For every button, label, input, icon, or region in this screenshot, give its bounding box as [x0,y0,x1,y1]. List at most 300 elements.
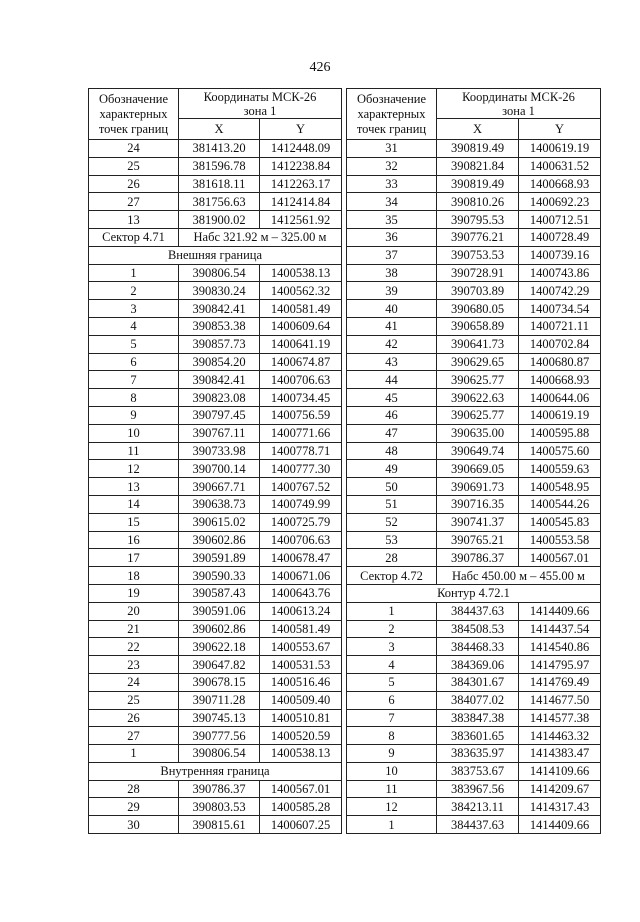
x-coordinate-cell: 390810.26 [437,193,519,211]
point-number-cell: 11 [347,780,437,798]
header-point-label [89,89,179,140]
table-row [347,478,601,496]
x-coordinate-cell: 390590.33 [179,567,260,585]
y-coordinate-cell: 1400771.66 [260,424,342,442]
y-coordinate-cell: 1400767.52 [260,478,342,496]
table-row [89,495,342,513]
point-number-cell: 42 [347,335,437,353]
x-coordinate-cell: 390842.41 [179,300,260,318]
point-number-cell: 44 [347,371,437,389]
x-coordinate-cell: 381900.02 [179,211,260,229]
y-coordinate-cell: 1414317.43 [519,798,601,816]
point-number-cell: 40 [347,300,437,318]
point-number-cell: 17 [89,549,179,567]
point-number-cell: 27 [89,727,179,745]
y-coordinate-cell: 1400680.87 [519,353,601,371]
table-row [89,727,342,745]
y-coordinate-cell: 1400643.76 [260,584,342,602]
x-coordinate-cell: 390767.11 [179,424,260,442]
table-row [89,602,342,620]
y-coordinate-cell: 1400516.46 [260,673,342,691]
point-number-cell: 27 [89,193,179,211]
point-number-cell: 29 [89,798,179,816]
y-coordinate-cell: 1400778.71 [260,442,342,460]
y-coordinate-cell: 1400567.01 [519,549,601,567]
x-coordinate-cell: 390854.20 [179,353,260,371]
header-y: Y [260,119,342,140]
table-row [89,193,342,211]
point-number-cell: 23 [89,656,179,674]
table-row [89,709,342,727]
point-number-cell: 13 [89,478,179,496]
point-number-cell: 6 [347,691,437,709]
y-coordinate-cell: 1414383.47 [519,745,601,763]
x-coordinate-cell: 390669.05 [437,460,519,478]
x-coordinate-cell: 390777.56 [179,727,260,745]
point-number-cell: 1 [347,602,437,620]
header-y: Y [519,119,601,140]
x-coordinate-cell: 390703.89 [437,282,519,300]
y-coordinate-cell: 1400575.60 [519,442,601,460]
table-row [89,656,342,674]
point-number-cell: 21 [89,620,179,638]
y-coordinate-cell: 1400520.59 [260,727,342,745]
table-row [347,211,601,229]
x-coordinate-cell: 390823.08 [179,389,260,407]
x-coordinate-cell: 390658.89 [437,317,519,335]
y-coordinate-cell: 1400678.47 [260,549,342,567]
point-number-cell: 43 [347,353,437,371]
section-heading-row [347,584,601,602]
x-coordinate-cell: 383967.56 [437,780,519,798]
x-coordinate-cell: 390753.53 [437,246,519,264]
x-coordinate-cell: 383601.65 [437,727,519,745]
x-coordinate-cell: 390622.18 [179,638,260,656]
y-coordinate-cell: 1400742.29 [519,282,601,300]
y-coordinate-cell: 1400538.13 [260,745,342,763]
table-row [347,762,601,780]
x-coordinate-cell: 390635.00 [437,424,519,442]
point-number-cell: 26 [89,175,179,193]
point-number-cell: 28 [347,549,437,567]
table-row [347,691,601,709]
section-heading-row [89,246,342,264]
point-number-cell: 52 [347,513,437,531]
x-coordinate-cell: 383753.67 [437,762,519,780]
x-coordinate-cell: 390745.13 [179,709,260,727]
sector-height-cell: Набс 450.00 м – 455.00 м [437,567,601,585]
point-number-cell: 25 [89,157,179,175]
point-number-cell: 9 [89,406,179,424]
table-row [89,353,342,371]
table-body-left [89,140,342,834]
header-group-line: Координаты МСК-26 [462,90,575,104]
y-coordinate-cell: 1400531.53 [260,656,342,674]
y-coordinate-cell: 1400562.32 [260,282,342,300]
point-number-cell: 1 [347,816,437,834]
table-row [347,442,601,460]
x-coordinate-cell: 390622.63 [437,389,519,407]
y-coordinate-cell: 1400728.49 [519,228,601,246]
table-row [89,673,342,691]
table-row [89,638,342,656]
y-coordinate-cell: 1400777.30 [260,460,342,478]
point-number-cell: 37 [347,246,437,264]
point-number-cell: 3 [347,638,437,656]
table-row [89,335,342,353]
x-coordinate-cell: 390587.43 [179,584,260,602]
table-row [347,513,601,531]
point-number-cell: 39 [347,282,437,300]
y-coordinate-cell: 1412448.09 [260,140,342,158]
table-row [89,798,342,816]
y-coordinate-cell: 1400585.28 [260,798,342,816]
point-number-cell: 46 [347,406,437,424]
table-row [347,353,601,371]
table-row [347,282,601,300]
table-row [89,264,342,282]
table-row [89,282,342,300]
x-coordinate-cell: 390830.24 [179,282,260,300]
y-coordinate-cell: 1414409.66 [519,602,601,620]
point-number-cell: 9 [347,745,437,763]
table-row [347,816,601,834]
y-coordinate-cell: 1400644.06 [519,389,601,407]
x-coordinate-cell: 383847.38 [437,709,519,727]
x-coordinate-cell: 390625.77 [437,406,519,424]
table-row [89,584,342,602]
point-number-cell: 45 [347,389,437,407]
table-row [347,656,601,674]
header-x: X [179,119,260,140]
table-row [347,745,601,763]
y-coordinate-cell: 1400631.52 [519,157,601,175]
table-row [89,389,342,407]
point-number-cell: 22 [89,638,179,656]
x-coordinate-cell: 390803.53 [179,798,260,816]
point-number-cell: 16 [89,531,179,549]
section-heading-cell: Внешняя граница [89,246,342,264]
x-coordinate-cell: 390821.84 [437,157,519,175]
point-number-cell: 51 [347,495,437,513]
y-coordinate-cell: 1400692.23 [519,193,601,211]
x-coordinate-cell: 390591.06 [179,602,260,620]
x-coordinate-cell: 390815.61 [179,816,260,834]
x-coordinate-cell: 390638.73 [179,495,260,513]
point-number-cell: 34 [347,193,437,211]
header-label-line: Обозначение [356,91,427,106]
table-row [89,406,342,424]
point-number-cell: 8 [89,389,179,407]
x-coordinate-cell: 384468.33 [437,638,519,656]
y-coordinate-cell: 1400756.59 [260,406,342,424]
x-coordinate-cell: 390615.02 [179,513,260,531]
table-row [347,549,601,567]
header-group-line: зона 1 [243,104,277,118]
x-coordinate-cell: 390641.73 [437,335,519,353]
table-row [89,157,342,175]
table-row [347,228,601,246]
x-coordinate-cell: 390716.35 [437,495,519,513]
point-number-cell: 5 [89,335,179,353]
x-coordinate-cell: 390857.73 [179,335,260,353]
point-number-cell: 3 [89,300,179,318]
point-number-cell: 12 [89,460,179,478]
y-coordinate-cell: 1414540.86 [519,638,601,656]
y-coordinate-cell: 1400553.58 [519,531,601,549]
point-number-cell: 49 [347,460,437,478]
y-coordinate-cell: 1400619.19 [519,140,601,158]
table-row [89,531,342,549]
point-number-cell: 5 [347,673,437,691]
y-coordinate-cell: 1400671.06 [260,567,342,585]
point-number-cell: 6 [89,353,179,371]
x-coordinate-cell: 390765.21 [437,531,519,549]
y-coordinate-cell: 1400538.13 [260,264,342,282]
y-coordinate-cell: 1400609.64 [260,317,342,335]
y-coordinate-cell: 1400553.67 [260,638,342,656]
point-number-cell: 38 [347,264,437,282]
sector-row [89,228,342,246]
header-label-line: характерных [99,106,168,121]
table-row [347,264,601,282]
x-coordinate-cell: 390625.77 [437,371,519,389]
point-number-cell: 47 [347,424,437,442]
point-number-cell: 2 [89,282,179,300]
point-number-cell: 25 [89,691,179,709]
x-coordinate-cell: 390797.45 [179,406,260,424]
point-number-cell: 8 [347,727,437,745]
point-number-cell: 33 [347,175,437,193]
header-label-line: характерных [357,106,426,121]
table-row [347,389,601,407]
point-number-cell: 12 [347,798,437,816]
y-coordinate-cell: 1412414.84 [260,193,342,211]
point-number-cell: 7 [89,371,179,389]
x-coordinate-cell: 390741.37 [437,513,519,531]
point-number-cell: 24 [89,140,179,158]
x-coordinate-cell: 390728.91 [437,264,519,282]
table-row [89,745,342,763]
header-point-label [347,89,437,140]
x-coordinate-cell: 390842.41 [179,371,260,389]
y-coordinate-cell: 1400712.51 [519,211,601,229]
y-coordinate-cell: 1400734.45 [260,389,342,407]
x-coordinate-cell: 390711.28 [179,691,260,709]
point-number-cell: 10 [89,424,179,442]
y-coordinate-cell: 1414109.66 [519,762,601,780]
point-number-cell: 7 [347,709,437,727]
x-coordinate-cell: 384437.63 [437,602,519,620]
table-row [347,193,601,211]
y-coordinate-cell: 1400509.40 [260,691,342,709]
x-coordinate-cell: 381618.11 [179,175,260,193]
x-coordinate-cell: 390786.37 [437,549,519,567]
table-row [89,460,342,478]
y-coordinate-cell: 1400725.79 [260,513,342,531]
x-coordinate-cell: 381756.63 [179,193,260,211]
y-coordinate-cell: 1400706.63 [260,531,342,549]
sector-label-cell: Сектор 4.72 [347,567,437,585]
y-coordinate-cell: 1400706.63 [260,371,342,389]
x-coordinate-cell: 390806.54 [179,264,260,282]
table-row [89,300,342,318]
sector-label-cell: Сектор 4.71 [89,228,179,246]
y-coordinate-cell: 1400674.87 [260,353,342,371]
y-coordinate-cell: 1400619.19 [519,406,601,424]
coordinates-table-right [346,88,601,834]
point-number-cell: 48 [347,442,437,460]
table-row [347,798,601,816]
table-row [347,157,601,175]
page-number: 426 [309,60,331,75]
table-row [89,567,342,585]
x-coordinate-cell: 390819.49 [437,175,519,193]
table-row [89,317,342,335]
x-coordinate-cell: 390678.15 [179,673,260,691]
table-body-right [347,140,601,834]
table-row [89,442,342,460]
point-number-cell: 36 [347,228,437,246]
point-number-cell: 20 [89,602,179,620]
point-number-cell: 10 [347,762,437,780]
point-number-cell: 13 [89,211,179,229]
x-coordinate-cell: 390776.21 [437,228,519,246]
header-coordinate-system [179,89,342,119]
y-coordinate-cell: 1414463.32 [519,727,601,745]
y-coordinate-cell: 1400581.49 [260,620,342,638]
y-coordinate-cell: 1414795.97 [519,656,601,674]
section-heading-cell: Контур 4.72.1 [347,584,601,602]
point-number-cell: 14 [89,495,179,513]
y-coordinate-cell: 1400607.25 [260,816,342,834]
table-row [347,246,601,264]
x-coordinate-cell: 383635.97 [437,745,519,763]
header-group-line: зона 1 [502,104,535,118]
table-row [89,211,342,229]
table-row [347,317,601,335]
point-number-cell: 26 [89,709,179,727]
x-coordinate-cell: 390647.82 [179,656,260,674]
table-row [89,175,342,193]
y-coordinate-cell: 1400734.54 [519,300,601,318]
x-coordinate-cell: 381596.78 [179,157,260,175]
table-row [347,335,601,353]
y-coordinate-cell: 1400510.81 [260,709,342,727]
y-coordinate-cell: 1414769.49 [519,673,601,691]
point-number-cell: 53 [347,531,437,549]
y-coordinate-cell: 1400749.99 [260,495,342,513]
y-coordinate-cell: 1400581.49 [260,300,342,318]
point-number-cell: 18 [89,567,179,585]
y-coordinate-cell: 1400567.01 [260,780,342,798]
point-number-cell: 41 [347,317,437,335]
x-coordinate-cell: 390786.37 [179,780,260,798]
point-number-cell: 19 [89,584,179,602]
point-number-cell: 28 [89,780,179,798]
x-coordinate-cell: 390795.53 [437,211,519,229]
point-number-cell: 11 [89,442,179,460]
point-number-cell: 1 [89,745,179,763]
y-coordinate-cell: 1414409.66 [519,816,601,834]
y-coordinate-cell: 1400545.83 [519,513,601,531]
table-row [347,531,601,549]
point-number-cell: 31 [347,140,437,158]
header-x: X [437,119,519,140]
x-coordinate-cell: 384508.53 [437,620,519,638]
table-row [347,406,601,424]
point-number-cell: 35 [347,211,437,229]
y-coordinate-cell: 1400544.26 [519,495,601,513]
table-row [347,620,601,638]
y-coordinate-cell: 1414209.67 [519,780,601,798]
table-row [89,371,342,389]
table-row [89,620,342,638]
x-coordinate-cell: 390649.74 [437,442,519,460]
table-row [347,495,601,513]
point-number-cell: 30 [89,816,179,834]
x-coordinate-cell: 390591.89 [179,549,260,567]
header-label-line: точек границ [356,121,427,136]
header-label-line: Обозначение [98,91,169,106]
table-row [347,673,601,691]
x-coordinate-cell: 390819.49 [437,140,519,158]
point-number-cell: 15 [89,513,179,531]
x-coordinate-cell: 390691.73 [437,478,519,496]
y-coordinate-cell: 1400668.93 [519,175,601,193]
y-coordinate-cell: 1412238.84 [260,157,342,175]
x-coordinate-cell: 390667.71 [179,478,260,496]
sector-row [347,567,601,585]
table-row [347,140,601,158]
section-heading-row [89,762,342,780]
header-group-line: Координаты МСК-26 [203,90,317,104]
table-row [347,638,601,656]
x-coordinate-cell: 390806.54 [179,745,260,763]
table-row [347,424,601,442]
sector-height-cell: Набс 321.92 м – 325.00 м [179,228,342,246]
y-coordinate-cell: 1400559.63 [519,460,601,478]
y-coordinate-cell: 1414437.54 [519,620,601,638]
y-coordinate-cell: 1400702.84 [519,335,601,353]
y-coordinate-cell: 1400641.19 [260,335,342,353]
table-row [89,478,342,496]
y-coordinate-cell: 1400613.24 [260,602,342,620]
y-coordinate-cell: 1412561.92 [260,211,342,229]
point-number-cell: 24 [89,673,179,691]
x-coordinate-cell: 384437.63 [437,816,519,834]
x-coordinate-cell: 381413.20 [179,140,260,158]
table-row [89,140,342,158]
x-coordinate-cell: 384077.02 [437,691,519,709]
header-coordinate-system [437,89,601,119]
table-row [347,602,601,620]
table-row [89,816,342,834]
y-coordinate-cell: 1414677.50 [519,691,601,709]
table-row [347,300,601,318]
table-row [347,371,601,389]
point-number-cell: 2 [347,620,437,638]
y-coordinate-cell: 1400595.88 [519,424,601,442]
table-row [347,780,601,798]
table-row [347,460,601,478]
y-coordinate-cell: 1400739.16 [519,246,601,264]
x-coordinate-cell: 390700.14 [179,460,260,478]
section-heading-cell: Внутренняя граница [89,762,342,780]
x-coordinate-cell: 384301.67 [437,673,519,691]
table-row [89,549,342,567]
y-coordinate-cell: 1400668.93 [519,371,601,389]
